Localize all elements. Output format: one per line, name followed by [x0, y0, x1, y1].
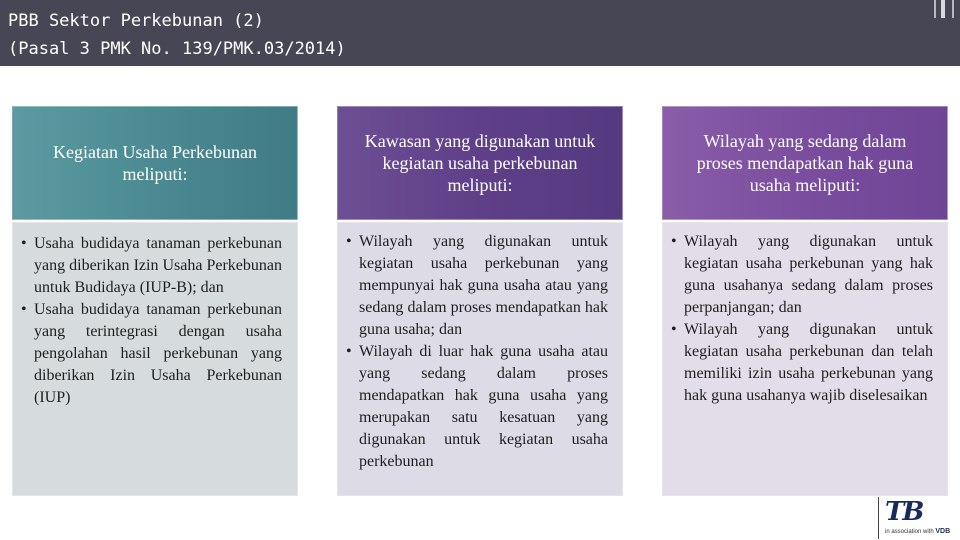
title-bar	[0, 0, 960, 66]
bullet-list	[21, 233, 282, 409]
corner-decoration-icon	[934, 0, 954, 18]
slide-subtitle: (Pasal 3 PMK No. 139/PMK.03/2014)	[8, 39, 346, 59]
bullet-item: • Wilayah yang digunakan untuk kegiatan usaha perkebunan dan telah memiliki izin usaha perkebunan yang hak guna usahanya wajib diselesaikan	[671, 319, 933, 407]
bullet-item: • Usaha budidaya tanaman perkebunan yang diberikan Izin Usaha Perkebunan untuk Budidaya (IUP-B); dan	[21, 233, 282, 299]
bullet-item: • Wilayah di luar hak guna usaha atau yang sedang dalam proses mendapatkan hak guna usaha yang merupakan satu kesatuan yang digunakan untuk kegiatan usaha perkebunan	[346, 341, 608, 473]
bullet-list	[671, 231, 933, 407]
bullet-item: • Wilayah yang digunakan untuk kegiatan usaha perkebunan yang mempunyai hak guna usaha atau yang sedang dalam proses mendapatkan hak guna usaha; dan	[346, 231, 608, 341]
logo-sub-brand: VDB	[935, 528, 951, 535]
column-kawasan	[337, 106, 623, 496]
column-body	[337, 222, 623, 496]
column-body	[12, 222, 298, 496]
column-heading: Kawasan yang digunakan untuk kegiatan usaha perkebunan meliputi:	[337, 106, 623, 220]
slide-title: PBB Sektor Perkebunan (2)	[8, 11, 264, 31]
column-wilayah-proses	[662, 106, 948, 496]
column-body	[662, 222, 948, 496]
column-heading: Wilayah yang sedang dalam proses mendapatkan hak guna usaha meliputi:	[662, 106, 948, 220]
bullet-list	[346, 231, 608, 473]
column-kegiatan-usaha	[12, 106, 298, 496]
bullet-item: • Usaha budidaya tanaman perkebunan yang terintegrasi dengan usaha pengolahan hasil perkebunan yang diberikan Izin Usaha Perkebunan (IUP)	[21, 299, 282, 409]
logo-tagline	[885, 528, 950, 535]
company-logo	[878, 497, 955, 539]
bullet-item: • Wilayah yang digunakan untuk kegiatan usaha perkebunan yang hak guna usahanya sedang dalam proses perpanjangan; dan	[671, 231, 933, 319]
logo-mark: TB	[885, 497, 923, 527]
column-heading: Kegiatan Usaha Perkebunan meliputi:	[12, 106, 298, 220]
logo-sub-text: in association with	[885, 529, 934, 535]
